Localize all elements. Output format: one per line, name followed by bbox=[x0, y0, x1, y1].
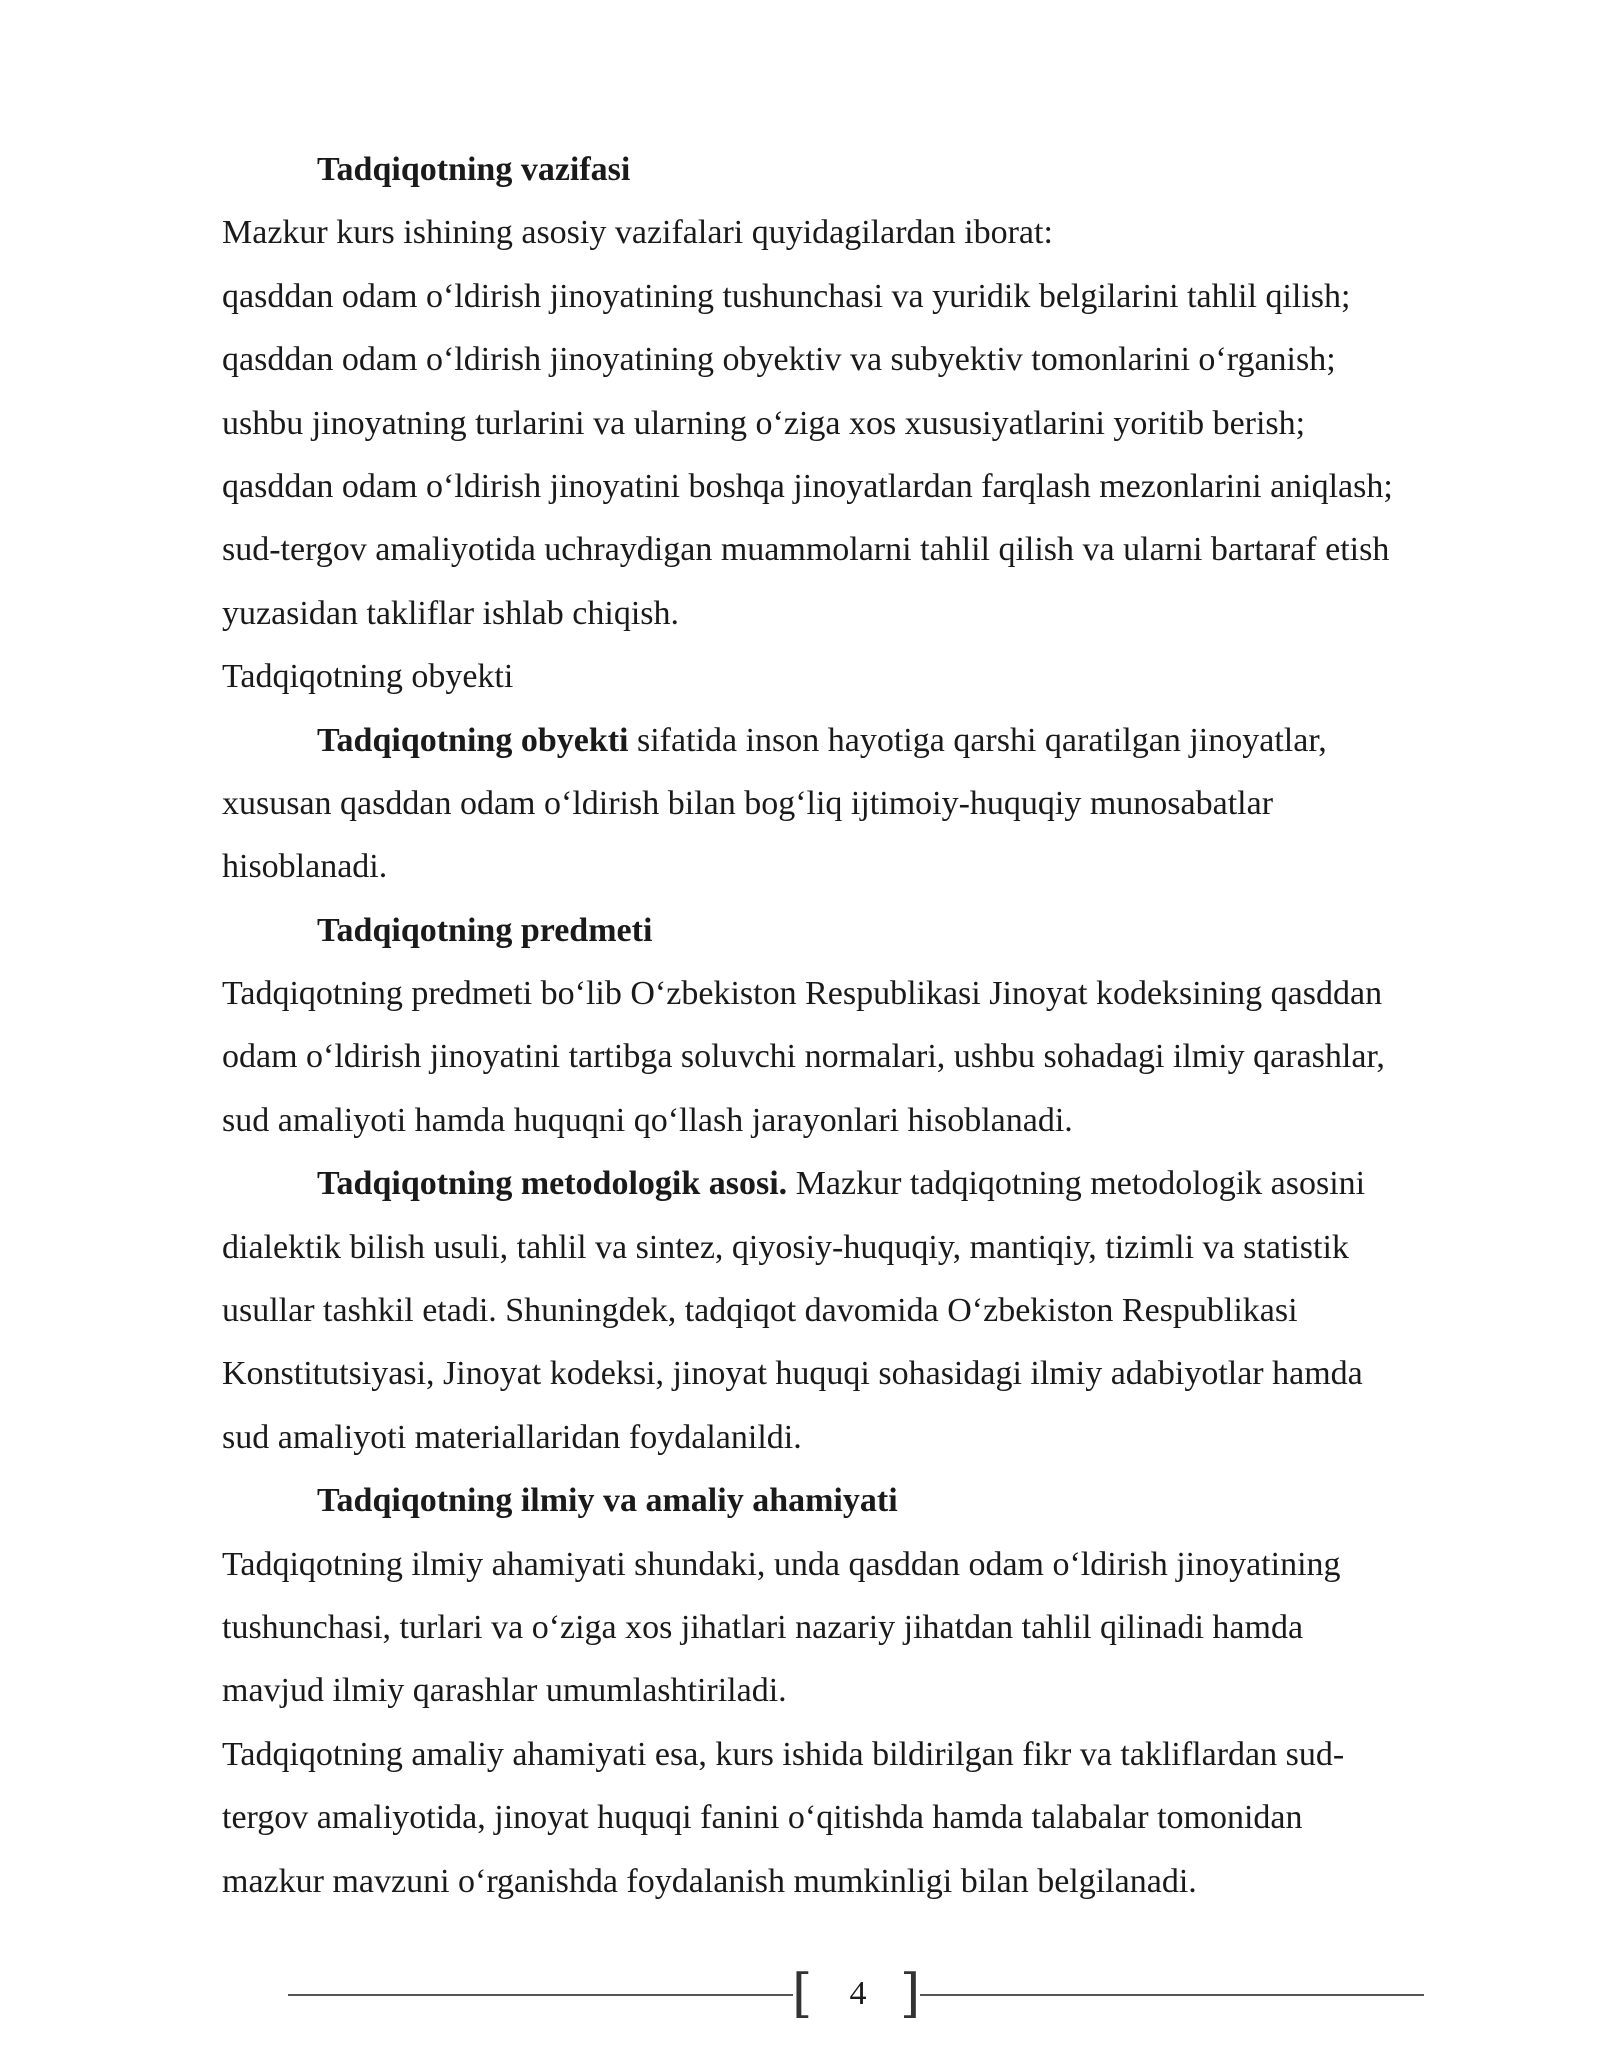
paragraph-line: usullar tashkil etadi. Shuningdek, tadqiqot davomida O‘zbekiston Respublikasi bbox=[222, 1292, 1298, 1330]
paragraph-line: odam o‘ldirish jinoyatini tartibga soluvchi normalari, ushbu sohadagi ilmiy qarashlar, bbox=[222, 1038, 1385, 1076]
paragraph-text: Mazkur tadqiqotning metodologik asosini bbox=[787, 1165, 1366, 1203]
inline-heading-metodologiya: Tadqiqotning metodologik asosi. bbox=[317, 1165, 788, 1203]
paragraph-line: tushunchasi, turlari va o‘ziga xos jihatlari nazariy jihatdan tahlil qilinadi hamda bbox=[222, 1608, 1304, 1646]
paragraph-line: Konstitutsiyasi, Jinoyat kodeksi, jinoyat huquqi sohasidagi ilmiy adabiyotlar hamda bbox=[222, 1355, 1363, 1393]
list-item: qasddan odam o‘ldirish jinoyatining tushunchasi va yuridik belgilarini tahlil qilish; bbox=[222, 277, 1351, 315]
paragraph-line: Mazkur kurs ishining asosiy vazifalari quyidagilardan iborat: bbox=[222, 214, 1053, 252]
list-item: qasddan odam o‘ldirish jinoyatining obyektiv va subyektiv tomonlarini o‘rganish; bbox=[222, 341, 1336, 379]
section-label-obyekt: Tadqiqotning obyekti bbox=[222, 658, 514, 696]
paragraph-line bbox=[222, 709, 1492, 772]
list-item: yuzasidan takliflar ishlab chiqish. bbox=[222, 594, 679, 632]
footer-rule-left bbox=[288, 1994, 793, 1996]
paragraph-line: sud amaliyoti materiallaridan foydalanildi. bbox=[222, 1418, 802, 1456]
paragraph-line bbox=[222, 1152, 1492, 1215]
paragraph-line: Tadqiqotning amaliy ahamiyati esa, kurs ishida bildirilgan fikr va takliflardan sud- bbox=[222, 1735, 1345, 1773]
left-bracket-icon: [ bbox=[792, 1964, 813, 2024]
section-heading-predmet: Tadqiqotning predmeti bbox=[317, 911, 653, 949]
section-heading-ahamiyat: Tadqiqotning ilmiy va amaliy ahamiyati bbox=[317, 1482, 898, 1520]
paragraph-line: mavjud ilmiy qarashlar umumlashtiriladi. bbox=[222, 1672, 787, 1710]
right-bracket-icon: ] bbox=[900, 1964, 921, 2024]
paragraph-line: Tadqiqotning ilmiy ahamiyati shundaki, unda qasddan odam o‘ldirish jinoyatining bbox=[222, 1545, 1341, 1583]
paragraph-line: hisoblanadi. bbox=[222, 848, 388, 886]
document-page bbox=[222, 138, 1492, 1913]
list-item: ushbu jinoyatning turlarini va ularning o‘ziga xos xususiyatlarini yoritib berish; bbox=[222, 404, 1306, 442]
section-heading-vazifa: Tadqiqotning vazifasi bbox=[317, 151, 631, 188]
paragraph-line: dialektik bilish usuli, tahlil va sintez, qiyosiy-huquqiy, mantiqiy, tizimli va statistik bbox=[222, 1228, 1349, 1266]
paragraph-line: sud amaliyoti hamda huquqni qo‘llash jarayonlari hisoblanadi. bbox=[222, 1101, 1073, 1139]
footer-rule-right bbox=[920, 1994, 1424, 1996]
paragraph-line: Tadqiqotning predmeti bo‘lib O‘zbekiston Respublikasi Jinoyat kodeksining qasddan bbox=[222, 975, 1383, 1013]
inline-heading-obyekt: Tadqiqotning obyekti bbox=[317, 721, 629, 759]
paragraph-line: tergov amaliyotida, jinoyat huquqi fanini o‘qitishda hamda talabalar tomonidan bbox=[222, 1799, 1303, 1837]
paragraph-line: mazkur mavzuni o‘rganishda foydalanish mumkinligi bilan belgilanadi. bbox=[222, 1862, 1197, 1900]
list-item: qasddan odam o‘ldirish jinoyatini boshqa jinoyatlardan farqlash mezonlarini aniqlash; bbox=[222, 467, 1393, 505]
paragraph-line: xususan qasddan odam o‘ldirish bilan bog‘liq ijtimoiy-huquqiy munosabatlar bbox=[222, 784, 1274, 822]
list-item: sud-tergov amaliyotida uchraydigan muammolarni tahlil qilish va ularni bartaraf etish bbox=[222, 531, 1390, 569]
page-footer bbox=[288, 1960, 1424, 2030]
paragraph-text: sifatida inson hayotiga qarshi qaratilgan jinoyatlar, bbox=[628, 721, 1327, 759]
page-number: 4 bbox=[849, 1975, 867, 2012]
